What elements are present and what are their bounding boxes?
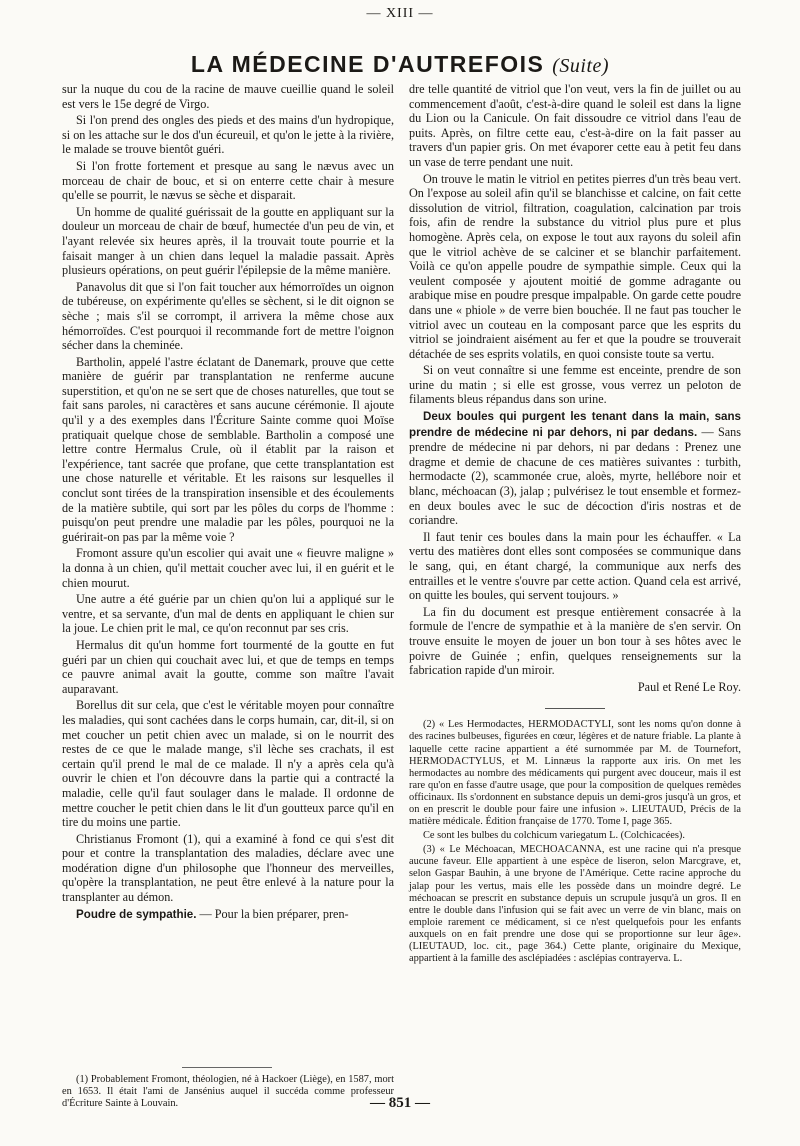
footnote: Ce sont les bulbes du colchicum variegatum L. (Colchicacées). <box>423 830 685 842</box>
paragraph <box>409 409 741 528</box>
title-main: LA MÉDECINE D'AUTREFOIS <box>190 51 545 77</box>
paragraph: Borellus dit sur cela, que c'est le véritable moyen pour connaître les maladies, qui sont cachées dans le corps humain, car, dit-il, si on met coucher un petit chien avec un malade, si on le nourrit des restes de ce que le malade mange, s'il lèche ses crachats, il est certain qu'il prend le mal de ce malade. Il n'y a après cela qu'à ouvrir le chien et l'on découvre dans la partie qui a contracté la maladie, celle qu'il faut soulager dans le malade. Il ordonne de mettre coucher le petit chien dans le lit d'un goutteux parce qu'il en tire du moins une partie. <box>62 698 394 830</box>
paragraph: La fin du document est presque entièrement consacrée à la formule de l'encre de sympathie et à la manière de s'en servir. On trouve ensuite le moyen de jouer un bon tour à ses hôtes avec le poivre de Guinée ; enfin, quelques renseignements sur la fabrication rapide d'un miroir. <box>409 604 741 678</box>
footnote-divider <box>545 708 605 709</box>
paragraph: sur la nuque du cou de la racine de mauve cueillie quand le soleil est vers le 15e degré de Virgo. <box>62 82 394 111</box>
paragraph: Si on veut connaître si une femme est enceinte, prendre de son urine du matin ; si elle est grosse, vous verrez un peloton de filaments bleus répandus dans son urine. <box>409 363 741 407</box>
paragraph: Christianus Fromont (1), qui a examiné à fond ce qui s'est dit pour et contre la transplantation des maladies, déclare avec une modération digne d'un philosophe que l'honneur des merveilles, qu'opère la transplantation, ne peut être enlevé à la nature pour la transplanter au démon. <box>62 831 394 905</box>
paragraph <box>62 907 394 923</box>
footnote: (3) « Le Méchoacan, MECHOACANNA, est une racine qui n'a presque aucune faveur. Elle appartient à une espèce de liseron, selon Marcgrave, et, selon Gaspar Bauhin, à une bryone de l'Amérique. Cette racine approche du jalap pour les vertus, mais elle les possède dans un moindre degré. Le méchoacan se prescrit en substance depuis un scrupule jusqu'à un gros. Il en entre le double dans l'infusion qui se fait avec un verre de vin blanc, mais on emploie rarement ce médicament, si ce n'est quelquefois pour les enfants auxquels on en fait prendre une dose qui se proportionne sur leur âge». (LIEUTAUD, loc. cit., page 364.) Cette plante, originaire du Mexique, appartient à la famille des asclépiadées : asclépias contrayerva. L. <box>409 844 741 965</box>
signature: Paul et René Le Roy. <box>637 679 741 694</box>
paragraph: Une autre a été guérie par un chien qu'on lui a appliqué sur le ventre, et sa servante, d'un mal de dents en appliquant le chien sur la joue. Le chien prit le mal, ce qu'on reconnut par ses cris. <box>62 592 394 636</box>
paragraph-text: — Sans prendre de médecine ni par dehors, ni par dedans : Prenez une dragme et demie de chacune de ces matières suivantes : turbith, hermodacte (2), scammonée crue, aloès, myrte, hellébore noir et blanc, méchoacan (3), jalap ; pulvérisez le tout ensemble et formez-en deux boules avec le suc de décoction d'iris nostras et de coriandre. <box>409 424 741 528</box>
left-column <box>62 82 394 1110</box>
paragraph: On trouve le matin le vitriol en petites pierres d'un très beau vert. On l'expose au soleil afin qu'il se blanchisse et calcine, on fait cette dissolution de vitriol, filtration, coagulation, calcination par trois fois, afin de rendre la substance du vitriol plus pure et plus homogène. Après cela, on expose le tout aux rayons du soleil afin que le vitriol achève de se calciner et se blanchir parfaitement. Voilà ce qu'on appelle poudre de sympathie simple. Ceux qui la veulent composée y ajoutent moitié de gomme adragante ou arabique mise en poudre presque impalpable. On garde cette poudre dans une « phiole » de verre bien bouchée. Il ne faut pas toucher le vitriol avec un couteau en la composant parce que les esprits du vitriol se joindraient aisément au fer et que la poudre se trouverait détachée de ses esprits volatils, en quoi consiste toute sa vertu. <box>409 171 741 361</box>
section-heading: Deux boules qui purgent les tenant dans la main, sans prendre de médecine ni par dehors, ni par dedans. <box>409 410 741 439</box>
paragraph: Si l'on prend des ongles des pieds et des mains d'un hydropique, si on les attache sur le dos d'un écureuil, et qu'on le jette à la rivière, le malade se trouve bientôt guéri. <box>62 113 394 157</box>
paragraph: dre telle quantité de vitriol que l'on veut, vers la fin de juillet ou au commencement d'août, c'est-à-dire quand le soleil est dans la ligne du Lion ou la Canicule. On fait dissoudre ce vitriol dans l'eau de puits. Après, on filtre cette eau, c'est-à-dire on la fait passer au travers d'un papier gris. On met évaporer cette eau à petit feu dans un vase de terre pendant une nuit. <box>409 82 741 169</box>
footnote: (2) « Les Hermodactes, HERMODACTYLI, sont les noms qu'on donne à des racines bulbeuses, figurées en cœur, légères et de nature friable. La plante à laquelle cette racine appartient a été surnommée par M. de Tournefort, HERMODACTYLUS, et M. Linnæus la rapporte aux iris. On met les hermodactes au nombre des médicaments qui purgent avec douceur, mais il est rare qu'on en fasse d'autre usage, que pour la composition de quelques remèdes officinaux. Ils s'ordonnent en substance depuis un demi-gros jusqu'à un gros, et on en prescrit le double pour faire une infusion ». LIEUTAUD, Précis de la matière médicale. Édition française de 1770. Tome I, page 365. <box>409 719 741 828</box>
page-number: — 851 — <box>370 1095 430 1111</box>
top-folio: — XIII — <box>366 6 434 21</box>
title-suite: (Suite) <box>552 55 610 77</box>
right-column <box>409 82 741 967</box>
paragraph-text: — Pour la bien préparer, pren- <box>196 906 349 921</box>
section-heading: Poudre de sympathie. <box>76 907 197 921</box>
paragraph: Hermalus dit qu'un homme fort tourmenté de la goutte en fut guéri par un chien qui couchait avec lui, et que de temps en temps ce pauvre animal avait la goutte, comme son maître l'avait auparavant. <box>62 637 394 696</box>
paragraph: Un homme de qualité guérissait de la goutte en appliquant sur la douleur un morceau de chair de bœuf, humectée d'un peu de vin, et l'ayant relevée six heures après, il la trouvait toute pourrie et la faisait manger à un chien dans lequel la maladie passait. Après plusieurs opérations, on peut guérir l'épilepsie de la même manière. <box>62 204 394 278</box>
paragraph: Bartholin, appelé l'astre éclatant de Danemark, prouve que cette manière de guérir par transplantation ne renferme aucune superstition, et qu'on ne se sert que de choses naturelles, que tout se fait sans paroles, ni caractères et sans aucune cérémonie. Il ajoute qu'il y a des exemples dans l'Écriture Sainte comme quoi Moïse pratiquait quelque chose de semblable. Bartholin a composé une lettre contre Hermalus Crule, où il établit par la raison et l'expérience, tant sacrée que profane, que cette transplantation est une chose naturelle et véritable. Et les raisons sur lesquelles il conclut sont tirées de la transpiration insensible et des écoulements de la matière subtile, qui sort par les pôles du corps de l'homme : puisqu'on peut prendre une maladie par les pôles, pourquoi ne la guérirait-on pas par la même voie ? <box>62 354 394 544</box>
paragraph: Il faut tenir ces boules dans la main pour les échauffer. « La vertu des matières dont elles sont composées se communique dans le sang, qui, en étant chargé, la communique aux nerfs des entrailles et le ventre s'ouvre par cette action. Quand cela est arrivé, on quitte les boules, qui servent toujours. » <box>409 529 741 603</box>
footnote: (1) Probablement Fromont, théologien, né à Hackoer (Liège), en 1587, mort en 1653. Il était l'ami de Jansénius auquel il succéda comme professeur d'Écriture Sainte à Louvain. <box>62 1074 394 1110</box>
page-title <box>0 50 800 80</box>
paragraph: Fromont assure qu'un escolier qui avait une « fieuvre maligne » la donna à un chien, qu'il mettait coucher avec lui, il en guérit et le chien mourut. <box>62 546 394 590</box>
paragraph: Panavolus dit que si l'on fait toucher aux hémorroïdes un oignon de tubéreuse, on expérimente qu'elles se sèchent, si le dit oignon se sèche ; mais s'il se corrompt, il arrivera la même chose aux hémorroïdes. C'est pourquoi il recommande fort de mettre l'oignon sécher dans la cheminée. <box>62 279 394 353</box>
paragraph: Si l'on frotte fortement et presque au sang le nævus avec un morceau de chair de bouc, et si on enterre cette chair à mesure qu'elle se pourrit, le nævus se sèche et disparait. <box>62 158 394 203</box>
footnote-divider <box>182 1067 272 1068</box>
